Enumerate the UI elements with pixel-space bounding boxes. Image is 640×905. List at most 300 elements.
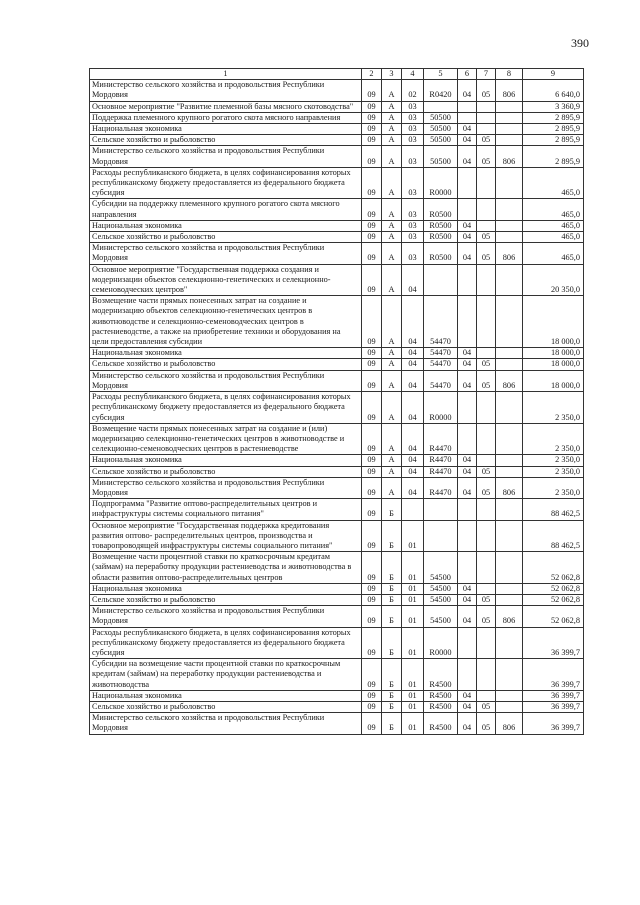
section-cell: 09 <box>362 124 382 135</box>
chapter-cell: 04 <box>458 243 477 264</box>
table-row <box>90 499 584 520</box>
target-cell: R0500 <box>424 199 458 220</box>
header-cell: 1 <box>90 69 362 80</box>
budget-table <box>89 68 584 735</box>
chapter-cell: 04 <box>458 583 477 594</box>
ministry-code-cell <box>496 583 523 594</box>
row-name-cell: Сельское хозяйство и рыболовство <box>90 594 362 605</box>
target-cell <box>424 499 458 520</box>
program-cell: А <box>382 392 402 424</box>
target-cell: 54470 <box>424 296 458 348</box>
amount-cell: 465,0 <box>523 232 584 243</box>
subprogram-cell: 01 <box>402 659 424 691</box>
subchapter-cell <box>477 552 496 584</box>
section-cell: 09 <box>362 701 382 712</box>
subchapter-cell <box>477 112 496 123</box>
target-cell: 50500 <box>424 146 458 167</box>
chapter-cell <box>458 552 477 584</box>
amount-cell: 18 000,0 <box>523 359 584 370</box>
amount-cell: 2 350,0 <box>523 477 584 498</box>
subprogram-cell: 04 <box>402 296 424 348</box>
subprogram-cell: 04 <box>402 455 424 466</box>
program-cell: А <box>382 359 402 370</box>
subchapter-cell: 05 <box>477 135 496 146</box>
target-cell <box>424 101 458 112</box>
ministry-code-cell <box>496 455 523 466</box>
subchapter-cell: 05 <box>477 370 496 391</box>
table-row <box>90 167 584 199</box>
subprogram-cell: 03 <box>402 232 424 243</box>
chapter-cell: 04 <box>458 370 477 391</box>
chapter-cell <box>458 199 477 220</box>
table-row <box>90 606 584 627</box>
row-name-cell: Национальная экономика <box>90 124 362 135</box>
section-cell: 09 <box>362 690 382 701</box>
ministry-code-cell <box>496 594 523 605</box>
section-cell: 09 <box>362 135 382 146</box>
subchapter-cell <box>477 583 496 594</box>
amount-cell: 2 350,0 <box>523 392 584 424</box>
chapter-cell: 04 <box>458 232 477 243</box>
table-header-row <box>90 69 584 80</box>
subprogram-cell: 01 <box>402 627 424 659</box>
row-name-cell: Министерство сельского хозяйства и продовольствия Республики Мордовия <box>90 606 362 627</box>
section-cell: 09 <box>362 199 382 220</box>
program-cell: А <box>382 455 402 466</box>
subchapter-cell <box>477 167 496 199</box>
section-cell: 09 <box>362 359 382 370</box>
row-name-cell: Возмещение части прямых понесенных затрат на создание и модернизацию объектов селекционно-генетических центров в животноводстве и селекционно-семеноводческих центров в растениеводстве, а также на приобретение техники и оборудования на цели предоставления субсидии <box>90 296 362 348</box>
target-cell: 50500 <box>424 124 458 135</box>
program-cell: А <box>382 135 402 146</box>
row-name-cell: Национальная экономика <box>90 583 362 594</box>
target-cell: 50500 <box>424 135 458 146</box>
subprogram-cell: 04 <box>402 348 424 359</box>
table-row <box>90 199 584 220</box>
table-row <box>90 146 584 167</box>
chapter-cell: 04 <box>458 701 477 712</box>
subchapter-cell <box>477 124 496 135</box>
chapter-cell: 04 <box>458 348 477 359</box>
header-cell: 4 <box>402 69 424 80</box>
subchapter-cell: 05 <box>477 701 496 712</box>
row-name-cell: Министерство сельского хозяйства и продовольствия Республики Мордовия <box>90 477 362 498</box>
subchapter-cell <box>477 520 496 552</box>
row-name-cell: Национальная экономика <box>90 455 362 466</box>
target-cell <box>424 520 458 552</box>
subchapter-cell: 05 <box>477 477 496 498</box>
ministry-code-cell <box>496 296 523 348</box>
row-name-cell: Национальная экономика <box>90 220 362 231</box>
table-row <box>90 112 584 123</box>
target-cell: R4470 <box>424 466 458 477</box>
row-name-cell: Министерство сельского хозяйства и продовольствия Республики Мордовия <box>90 713 362 734</box>
subchapter-cell <box>477 455 496 466</box>
amount-cell: 465,0 <box>523 199 584 220</box>
table-row <box>90 466 584 477</box>
subprogram-cell: 01 <box>402 701 424 712</box>
subchapter-cell: 05 <box>477 243 496 264</box>
row-name-cell: Сельское хозяйство и рыболовство <box>90 359 362 370</box>
header-cell: 6 <box>458 69 477 80</box>
amount-cell: 465,0 <box>523 167 584 199</box>
subchapter-cell: 05 <box>477 713 496 734</box>
subprogram-cell: 01 <box>402 690 424 701</box>
amount-cell: 52 062,8 <box>523 606 584 627</box>
header-cell: 2 <box>362 69 382 80</box>
program-cell: Б <box>382 701 402 712</box>
subprogram-cell: 03 <box>402 101 424 112</box>
section-cell: 09 <box>362 232 382 243</box>
target-cell: 54470 <box>424 370 458 391</box>
ministry-code-cell <box>496 348 523 359</box>
subchapter-cell: 05 <box>477 359 496 370</box>
program-cell: Б <box>382 499 402 520</box>
amount-cell: 465,0 <box>523 243 584 264</box>
chapter-cell: 04 <box>458 359 477 370</box>
row-name-cell: Министерство сельского хозяйства и продовольствия Республики Мордовия <box>90 243 362 264</box>
amount-cell: 52 062,8 <box>523 583 584 594</box>
program-cell: Б <box>382 713 402 734</box>
subchapter-cell <box>477 659 496 691</box>
subprogram-cell <box>402 499 424 520</box>
chapter-cell <box>458 627 477 659</box>
target-cell: 54500 <box>424 606 458 627</box>
subprogram-cell: 01 <box>402 594 424 605</box>
table-body <box>90 69 584 735</box>
subprogram-cell: 04 <box>402 359 424 370</box>
section-cell: 09 <box>362 296 382 348</box>
section-cell: 09 <box>362 466 382 477</box>
program-cell: А <box>382 423 402 455</box>
program-cell: А <box>382 370 402 391</box>
ministry-code-cell <box>496 627 523 659</box>
program-cell: Б <box>382 659 402 691</box>
table-row <box>90 348 584 359</box>
program-cell: А <box>382 101 402 112</box>
table-row <box>90 124 584 135</box>
ministry-code-cell <box>496 264 523 296</box>
section-cell: 09 <box>362 220 382 231</box>
amount-cell: 6 640,0 <box>523 80 584 101</box>
row-name-cell: Министерство сельского хозяйства и продовольствия Республики Мордовия <box>90 80 362 101</box>
row-name-cell: Министерство сельского хозяйства и продовольствия Республики Мордовия <box>90 370 362 391</box>
section-cell: 09 <box>362 348 382 359</box>
amount-cell: 2 350,0 <box>523 466 584 477</box>
amount-cell: 20 350,0 <box>523 264 584 296</box>
chapter-cell <box>458 392 477 424</box>
amount-cell: 36 399,7 <box>523 690 584 701</box>
page-number: 390 <box>571 36 589 50</box>
amount-cell: 88 462,5 <box>523 499 584 520</box>
section-cell: 09 <box>362 112 382 123</box>
table-row <box>90 594 584 605</box>
section-cell: 09 <box>362 594 382 605</box>
target-cell: R0500 <box>424 220 458 231</box>
row-name-cell: Сельское хозяйство и рыболовство <box>90 135 362 146</box>
target-cell: R0000 <box>424 627 458 659</box>
table-row <box>90 552 584 584</box>
subchapter-cell <box>477 348 496 359</box>
target-cell: R0000 <box>424 392 458 424</box>
table-row <box>90 713 584 734</box>
section-cell: 09 <box>362 520 382 552</box>
program-cell: Б <box>382 552 402 584</box>
row-name-cell: Сельское хозяйство и рыболовство <box>90 701 362 712</box>
amount-cell: 36 399,7 <box>523 659 584 691</box>
header-cell: 5 <box>424 69 458 80</box>
subprogram-cell: 03 <box>402 146 424 167</box>
subchapter-cell: 05 <box>477 466 496 477</box>
chapter-cell: 04 <box>458 80 477 101</box>
subprogram-cell: 04 <box>402 477 424 498</box>
table-row <box>90 659 584 691</box>
ministry-code-cell <box>496 112 523 123</box>
section-cell: 09 <box>362 659 382 691</box>
target-cell: R4470 <box>424 477 458 498</box>
amount-cell: 18 000,0 <box>523 296 584 348</box>
target-cell: 54470 <box>424 359 458 370</box>
ministry-code-cell <box>496 392 523 424</box>
row-name-cell: Сельское хозяйство и рыболовство <box>90 466 362 477</box>
program-cell: Б <box>382 520 402 552</box>
section-cell: 09 <box>362 264 382 296</box>
ministry-code-cell <box>496 220 523 231</box>
ministry-code-cell <box>496 135 523 146</box>
ministry-code-cell <box>496 466 523 477</box>
amount-cell: 2 350,0 <box>523 455 584 466</box>
ministry-code-cell: 806 <box>496 370 523 391</box>
target-cell: R0500 <box>424 232 458 243</box>
subchapter-cell: 05 <box>477 146 496 167</box>
amount-cell: 52 062,8 <box>523 552 584 584</box>
amount-cell: 36 399,7 <box>523 701 584 712</box>
ministry-code-cell <box>496 659 523 691</box>
program-cell: А <box>382 199 402 220</box>
row-name-cell: Министерство сельского хозяйства и продовольствия Республики Мордовия <box>90 146 362 167</box>
section-cell: 09 <box>362 477 382 498</box>
chapter-cell <box>458 520 477 552</box>
subprogram-cell: 04 <box>402 423 424 455</box>
section-cell: 09 <box>362 243 382 264</box>
target-cell: R4500 <box>424 659 458 691</box>
amount-cell: 36 399,7 <box>523 627 584 659</box>
subchapter-cell <box>477 690 496 701</box>
ministry-code-cell <box>496 423 523 455</box>
table-row <box>90 220 584 231</box>
subprogram-cell: 04 <box>402 370 424 391</box>
ministry-code-cell <box>496 232 523 243</box>
target-cell: R4470 <box>424 455 458 466</box>
ministry-code-cell <box>496 690 523 701</box>
program-cell: А <box>382 220 402 231</box>
subchapter-cell <box>477 423 496 455</box>
ministry-code-cell: 806 <box>496 477 523 498</box>
chapter-cell: 04 <box>458 455 477 466</box>
chapter-cell: 04 <box>458 135 477 146</box>
table-row <box>90 455 584 466</box>
chapter-cell <box>458 101 477 112</box>
program-cell: А <box>382 112 402 123</box>
amount-cell: 2 895,9 <box>523 135 584 146</box>
ministry-code-cell <box>496 552 523 584</box>
target-cell: 54470 <box>424 348 458 359</box>
subprogram-cell: 03 <box>402 135 424 146</box>
subprogram-cell: 01 <box>402 520 424 552</box>
section-cell: 09 <box>362 101 382 112</box>
chapter-cell: 04 <box>458 690 477 701</box>
chapter-cell <box>458 659 477 691</box>
target-cell: R0500 <box>424 243 458 264</box>
program-cell: Б <box>382 594 402 605</box>
table-row <box>90 264 584 296</box>
ministry-code-cell: 806 <box>496 243 523 264</box>
row-name-cell: Национальная экономика <box>90 348 362 359</box>
target-cell <box>424 264 458 296</box>
ministry-code-cell <box>496 499 523 520</box>
program-cell: Б <box>382 627 402 659</box>
subchapter-cell <box>477 264 496 296</box>
row-name-cell: Расходы республиканского бюджета, в целях софинансирования которых республиканскому бюджету предоставляется из федерального бюджета субсидия <box>90 167 362 199</box>
ministry-code-cell: 806 <box>496 606 523 627</box>
table-row <box>90 423 584 455</box>
subprogram-cell: 04 <box>402 264 424 296</box>
section-cell: 09 <box>362 552 382 584</box>
section-cell: 09 <box>362 499 382 520</box>
target-cell: R4500 <box>424 690 458 701</box>
table-row <box>90 583 584 594</box>
header-cell: 7 <box>477 69 496 80</box>
row-name-cell: Возмещение части прямых понесенных затрат на создание и (или) модернизацию селекционно-генетических центров в животноводстве и селекционно-семеноводческих центров в растениеводстве <box>90 423 362 455</box>
program-cell: А <box>382 80 402 101</box>
chapter-cell: 04 <box>458 594 477 605</box>
chapter-cell: 04 <box>458 220 477 231</box>
program-cell: А <box>382 232 402 243</box>
target-cell: R0000 <box>424 167 458 199</box>
row-name-cell: Основное мероприятие "Государственная поддержка кредитования развития оптово- распределительных центров, производства и товаропроводящей инфраструктуры системы социального питания" <box>90 520 362 552</box>
program-cell: Б <box>382 690 402 701</box>
section-cell: 09 <box>362 606 382 627</box>
section-cell: 09 <box>362 423 382 455</box>
program-cell: А <box>382 146 402 167</box>
target-cell: R4470 <box>424 423 458 455</box>
table-row <box>90 392 584 424</box>
program-cell: Б <box>382 583 402 594</box>
chapter-cell <box>458 499 477 520</box>
table-row <box>90 135 584 146</box>
target-cell: R4500 <box>424 701 458 712</box>
header-cell: 8 <box>496 69 523 80</box>
amount-cell: 18 000,0 <box>523 370 584 391</box>
header-cell: 9 <box>523 69 584 80</box>
subprogram-cell: 01 <box>402 713 424 734</box>
table-row <box>90 243 584 264</box>
target-cell: 54500 <box>424 594 458 605</box>
program-cell: А <box>382 167 402 199</box>
chapter-cell <box>458 112 477 123</box>
table-row <box>90 101 584 112</box>
table-row <box>90 370 584 391</box>
section-cell: 09 <box>362 455 382 466</box>
amount-cell: 36 399,7 <box>523 713 584 734</box>
target-cell: 54500 <box>424 583 458 594</box>
subprogram-cell: 01 <box>402 552 424 584</box>
row-name-cell: Поддержка племенного крупного рогатого скота мясного направления <box>90 112 362 123</box>
ministry-code-cell: 806 <box>496 80 523 101</box>
subchapter-cell <box>477 101 496 112</box>
amount-cell: 18 000,0 <box>523 348 584 359</box>
subchapter-cell <box>477 296 496 348</box>
subprogram-cell: 03 <box>402 199 424 220</box>
row-name-cell: Субсидии на поддержку племенного крупного рогатого скота мясного направления <box>90 199 362 220</box>
amount-cell: 2 350,0 <box>523 423 584 455</box>
program-cell: А <box>382 243 402 264</box>
subprogram-cell: 03 <box>402 220 424 231</box>
table-row <box>90 690 584 701</box>
program-cell: Б <box>382 606 402 627</box>
subprogram-cell: 03 <box>402 124 424 135</box>
chapter-cell: 04 <box>458 477 477 498</box>
ministry-code-cell <box>496 701 523 712</box>
ministry-code-cell <box>496 101 523 112</box>
subchapter-cell: 05 <box>477 594 496 605</box>
subprogram-cell: 03 <box>402 167 424 199</box>
chapter-cell <box>458 296 477 348</box>
ministry-code-cell: 806 <box>496 713 523 734</box>
amount-cell: 88 462,5 <box>523 520 584 552</box>
chapter-cell: 04 <box>458 713 477 734</box>
chapter-cell: 04 <box>458 146 477 167</box>
subprogram-cell: 02 <box>402 80 424 101</box>
subprogram-cell: 03 <box>402 112 424 123</box>
row-name-cell: Сельское хозяйство и рыболовство <box>90 232 362 243</box>
ministry-code-cell <box>496 359 523 370</box>
ministry-code-cell <box>496 124 523 135</box>
table-row <box>90 627 584 659</box>
header-cell: 3 <box>382 69 402 80</box>
program-cell: А <box>382 124 402 135</box>
section-cell: 09 <box>362 713 382 734</box>
row-name-cell: Расходы республиканского бюджета, в целях софинансирования которых республиканскому бюджету предоставляется из федерального бюджета субсидия <box>90 392 362 424</box>
program-cell: А <box>382 264 402 296</box>
target-cell: R0420 <box>424 80 458 101</box>
row-name-cell: Основное мероприятие "Развитие племенной базы мясного скотоводства" <box>90 101 362 112</box>
amount-cell: 2 895,9 <box>523 112 584 123</box>
program-cell: А <box>382 348 402 359</box>
subchapter-cell <box>477 220 496 231</box>
ministry-code-cell: 806 <box>496 146 523 167</box>
program-cell: А <box>382 477 402 498</box>
amount-cell: 2 895,9 <box>523 146 584 167</box>
amount-cell: 465,0 <box>523 220 584 231</box>
subchapter-cell <box>477 499 496 520</box>
row-name-cell: Основное мероприятие "Государственная поддержка создания и модернизации объектов селекционно-генетических и селекционно-семеноводческих центров" <box>90 264 362 296</box>
table-row <box>90 80 584 101</box>
subprogram-cell: 01 <box>402 606 424 627</box>
subchapter-cell: 05 <box>477 80 496 101</box>
row-name-cell: Подпрограмма "Развитие оптово-распределительных центров и инфраструктуры системы социального питания" <box>90 499 362 520</box>
table-row <box>90 296 584 348</box>
table-row <box>90 477 584 498</box>
ministry-code-cell <box>496 520 523 552</box>
subchapter-cell: 05 <box>477 232 496 243</box>
row-name-cell: Возмещение части процентной ставки по краткосрочным кредитам (займам) на переработку продукции растениеводства и животноводства в области развития оптово-распределительных центров <box>90 552 362 584</box>
table-row <box>90 520 584 552</box>
subchapter-cell <box>477 199 496 220</box>
ministry-code-cell <box>496 167 523 199</box>
subprogram-cell: 04 <box>402 466 424 477</box>
chapter-cell <box>458 423 477 455</box>
